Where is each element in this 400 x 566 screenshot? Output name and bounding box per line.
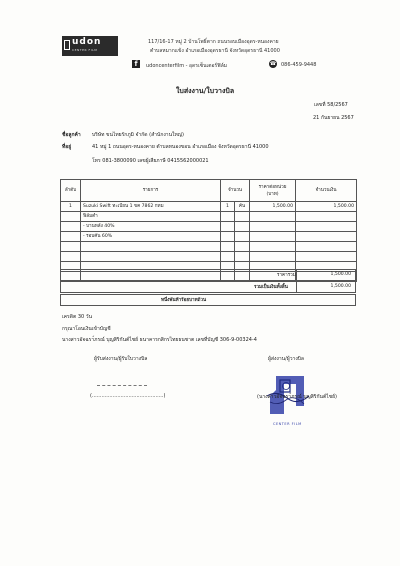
company-facebook: udoncenterfilm - อุดรเซ็นเตอร์ฟิล์ม bbox=[146, 63, 228, 69]
company-phone: 086-459-9448 bbox=[281, 62, 317, 68]
row-no: 1 bbox=[61, 202, 81, 212]
subtotal-label: ราคารวม bbox=[277, 273, 296, 278]
table-row bbox=[61, 232, 357, 242]
header-unit-price-label: ราคาต่อหน่วย bbox=[258, 184, 287, 190]
document-number: เลขที่ 58/2567 bbox=[314, 102, 348, 108]
header-item: รายการ bbox=[81, 180, 221, 202]
header-qty: จำนวน bbox=[221, 180, 250, 202]
phone-icon: ☎ bbox=[269, 61, 277, 67]
customer-contact: โทร 081-3800090 เลขผู้เสียภาษี 0415562000021 bbox=[92, 158, 209, 164]
company-address-line2: ตำบลหมากแข้ง อำเภอเมืองอุดรธานี จังหวัดอุดรธานี 41000 bbox=[150, 48, 280, 54]
document-date: 21 กันยายน 2567 bbox=[313, 115, 354, 121]
header-amount: จำนวนเงิน bbox=[296, 180, 357, 202]
sub-line-2: - บานหลัง 40% bbox=[81, 222, 221, 232]
amount-words: หนึ่งพันห้าร้อยบาทถ้วน bbox=[161, 298, 207, 303]
grand-total-value: 1,500.00 bbox=[330, 284, 351, 289]
row-unit: คัน bbox=[235, 202, 250, 212]
header-unit-price-sub: (บาท) bbox=[266, 191, 279, 197]
sender-name: (นางสาวอัจฉรา์ภรณ์ บุญสิริกันต์ไชย์) bbox=[257, 394, 337, 400]
logo-main-text: udon bbox=[72, 37, 102, 47]
sub-line-1: ฟิล์มดำ bbox=[81, 212, 221, 222]
customer-address-label: ที่อยู่ bbox=[62, 144, 72, 150]
subtotal-value: 1,500.00 bbox=[330, 272, 351, 277]
row-unit-price: 1,500.00 bbox=[250, 202, 296, 212]
receiver-signature-line bbox=[97, 385, 147, 386]
company-logo bbox=[62, 36, 118, 56]
table-header-row bbox=[61, 180, 357, 202]
receiver-label: ผู้รับส่งงาน/ผู้รับใบวางบิล bbox=[94, 356, 148, 362]
table-row bbox=[61, 202, 357, 212]
grand-total-row bbox=[60, 281, 356, 293]
row-amount: 1,500.00 bbox=[296, 202, 357, 212]
logo-sub-text: CENTER FILM bbox=[72, 48, 98, 52]
sender-label: ผู้ส่งงาน/ผู้วางบิล bbox=[268, 356, 304, 362]
facebook-icon: f bbox=[132, 60, 140, 68]
sub-line-3: - รอบคัน 60% bbox=[81, 232, 221, 242]
header-no: ลำดับ bbox=[61, 180, 81, 202]
table-row bbox=[61, 252, 357, 262]
customer-address: 41 หมู่ 1 ถนนอุดร-หนองคาย ตำบลหนองขอน อำเภอเมือง จังหวัดอุดรธานี 41000 bbox=[92, 144, 269, 150]
logo-mark-icon bbox=[64, 40, 70, 50]
transfer-title: กรุณาโอนเงินเข้าบัญชี bbox=[62, 326, 111, 332]
document-title: ใบส่งงาน/ใบวางบิล bbox=[176, 87, 235, 95]
grand-total-label: รวมเป็นเงินทั้งสิ้น bbox=[254, 285, 288, 290]
row-item: Suzuki Swift ทะเบียน 1 ขค 7862 กทม bbox=[81, 202, 221, 212]
credit-terms: เครดิต 30 วัน bbox=[62, 314, 92, 320]
customer-name-label: ชื่อลูกค้า bbox=[62, 132, 81, 138]
table-row bbox=[61, 242, 357, 252]
company-address-line1: 117/16-17 หมู่ 2 บ้านโพธิ์ตาก ถนนรอบเมืองอุดร-หนองคาย bbox=[148, 39, 279, 45]
table-row bbox=[61, 212, 357, 222]
row-qty: 1 bbox=[221, 202, 235, 212]
amount-words-row bbox=[60, 294, 356, 306]
items-table bbox=[60, 179, 357, 282]
bank-account: นางสาวอัจฉรา์ภรณ์ บุญสิริกันต์ไชย์ ธนาคารกสิกรไทยธนชาต เลขที่บัญชี 306-9-00324-4 bbox=[62, 337, 257, 343]
receiver-name: (.............................................) bbox=[90, 393, 166, 399]
header-unit-price bbox=[250, 180, 296, 202]
stamp-text: CENTER FILM bbox=[273, 422, 302, 426]
subtotal-row bbox=[60, 269, 356, 281]
customer-name: บริษัท ขนไทยรักภูมิ จำกัด (สำนักงานใหญ่) bbox=[92, 132, 184, 138]
table-row bbox=[61, 222, 357, 232]
